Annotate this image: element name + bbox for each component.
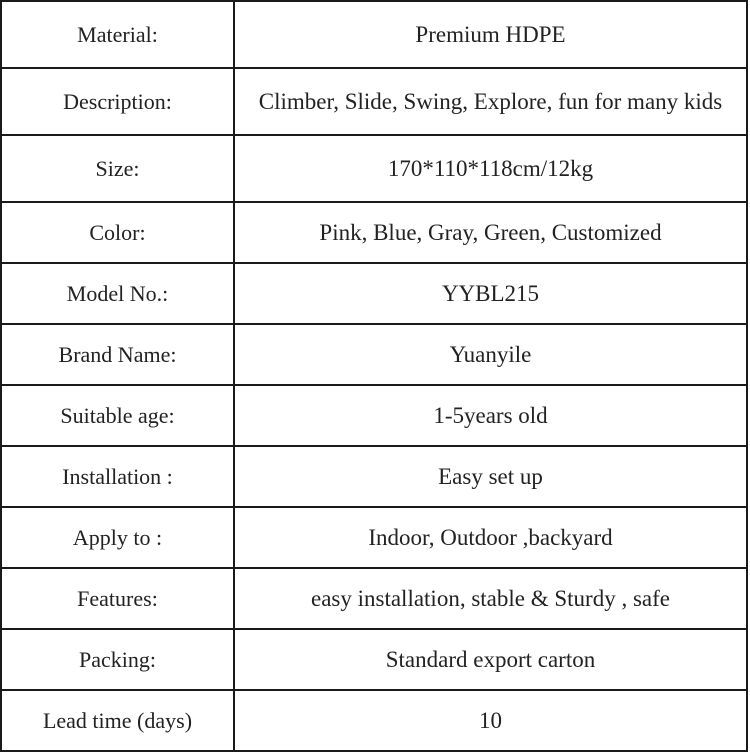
spec-label: Color: [1, 202, 234, 263]
spec-value: 1-5years old [234, 385, 747, 446]
spec-value: Standard export carton [234, 629, 747, 690]
table-row [1, 507, 747, 568]
spec-value: Climber, Slide, Swing, Explore, fun for many kids [234, 68, 747, 135]
spec-value: YYBL215 [234, 263, 747, 324]
spec-value: 170*110*118cm/12kg [234, 135, 747, 202]
spec-label: Material: [1, 1, 234, 68]
table-row [1, 446, 747, 507]
table-row [1, 135, 747, 202]
spec-label: Brand Name: [1, 324, 234, 385]
spec-value: Premium HDPE [234, 1, 747, 68]
table-row [1, 68, 747, 135]
table-row [1, 263, 747, 324]
spec-label: Apply to : [1, 507, 234, 568]
spec-value: Pink, Blue, Gray, Green, Customized [234, 202, 747, 263]
table-row [1, 690, 747, 751]
table-row [1, 629, 747, 690]
spec-value: Indoor, Outdoor ,backyard [234, 507, 747, 568]
spec-label: Size: [1, 135, 234, 202]
table-row [1, 568, 747, 629]
spec-label: Model No.: [1, 263, 234, 324]
table-row [1, 324, 747, 385]
table-row [1, 1, 747, 68]
table-row [1, 202, 747, 263]
spec-value: easy installation, stable & Sturdy , safe [234, 568, 747, 629]
spec-label: Lead time (days) [1, 690, 234, 751]
spec-label: Installation : [1, 446, 234, 507]
spec-label: Suitable age: [1, 385, 234, 446]
spec-value: 10 [234, 690, 747, 751]
spec-label: Features: [1, 568, 234, 629]
spec-value: Yuanyile [234, 324, 747, 385]
spec-label: Packing: [1, 629, 234, 690]
table-row [1, 385, 747, 446]
spec-value: Easy set up [234, 446, 747, 507]
spec-label: Description: [1, 68, 234, 135]
